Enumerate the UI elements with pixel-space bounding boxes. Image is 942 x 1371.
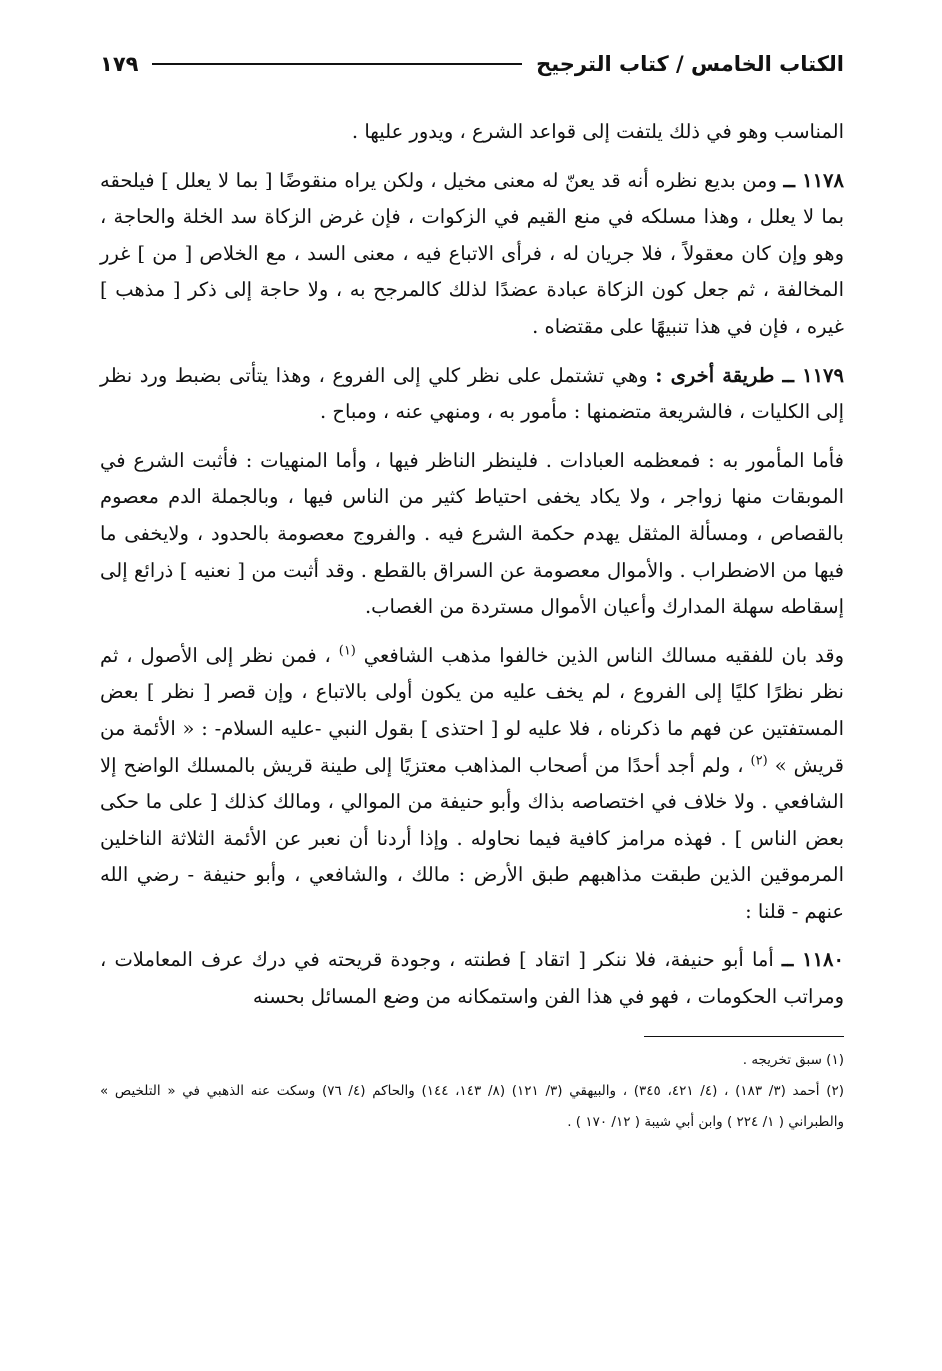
footnote-separator xyxy=(644,1036,844,1037)
paragraph-number: ١١٧٨ ــ xyxy=(783,168,844,192)
paragraph-1179 xyxy=(100,358,844,431)
paragraph-text: وهي تشتمل على نظر كلي إلى الفروع ، وهذا يتأتى بضبط ورد نظر إلى الكليات ، فالشريعة متضمنها : مأمور به ، ومنهي عنه ، ومباح . xyxy=(100,363,844,424)
paragraph-text: ومن بديع نظره أنه قد يعنّ له معنى مخيل ، ولكن يراه منقوضًا [ بما لا يعلل ] فيلحقه بما لا يعلل ، وهذا مسلكه في منع القيم في الزكوات ، فإن غرض الزكاة سد الخلة والحاجة ، وهو وإن كان معقولاً ، فلا جريان له ، فرأى الاتباع فيه ، معنى السد ، مع الخلاص [ من ] غرر المخالفة ، ثم جعل كون الزكاة عبادة عضدًا لذلك كالمرجح به ، ولا حاجة إلى ذكر [ مذهب ] غيره ، فإن في هذا تنبيهًا على مقتضاه . xyxy=(100,168,844,338)
footnote-ref-2[interactable]: (٢) xyxy=(750,753,768,768)
running-header xyxy=(100,40,844,88)
paragraph-1178 xyxy=(100,163,844,346)
paragraph-text: فأما المأمور به : فمعظمه العبادات . فلينظر الناظر فيها ، وأما المنهيات : فأثبت الشرع في الموبقات منها زواجر ، ولا يكاد يخفى احتياط كثير من الناس فيها ، وبالجملة الدم معصوم بالقصاص ، ومسألة المثقل يهدم حكمة الشرع فيه . والفروج معصومة بالحدود ، ولايخفى ما فيها من الاضطراب . والأموال معصومة عن السراق بالقطع . وقد أثبت من [ نعنيه ] ذرائع إلى إسقاطه سهلة المدارك وأعيان الأموال مستردة من الغصاب. xyxy=(100,448,844,619)
chapter-title: الكتاب الخامس / كتاب الترجيح xyxy=(536,52,844,76)
footnote-2: (٢) أحمد (٣/ ١٨٣) ، (٤/ ٤٢١، ٣٤٥) ، والبيهقي (٣/ ١٢١) (٨/ ١٤٣، ١٤٤) والحاكم (٤/ ٧٦) وسكت عنه الذهبي في « التلخيص » والطبراني ( ١/ ٢٢٤ ) وابن أبي شيبة ( ١٢/ ١٧٠ ) . xyxy=(100,1082,845,1130)
paragraph-text: أما أبو حنيفة، فلا ننكر [ اتقاد ] فطنته ، وجودة قريحته في درك عرف المعاملات ، ومراتب الحكومات ، فهو في هذا الفن واستمكانه من وضع المسائل بحسنه xyxy=(100,948,844,1009)
paragraph-1180 xyxy=(100,942,844,1015)
header-rule xyxy=(152,63,522,65)
footnote-ref-1[interactable]: (١) xyxy=(338,643,356,659)
paragraph-schools xyxy=(100,638,844,931)
page-number: ١٧٩ xyxy=(100,52,139,76)
paragraph-heading: ١١٧٩ ــ طريقة أخرى : xyxy=(655,363,844,387)
body-text xyxy=(100,114,844,1016)
book-page xyxy=(100,40,844,1340)
paragraph-text-cont2: ، ولم أجد أحدًا من أصحاب المذاهب معتزيًا إلى طينة قريش بالمسلك الواضح إلا الشافعي . ولا خلاف في اختصاصه بذاك وأبو حنيفة من الموالي ، ومالك كذلك [ على ما حكى بعض الناس ] . فهذه مرامز كافية فيما نحاوله . وإذا أردنا أن نعبر عن الأئمة الثلاثة الناخلين المرموقين الذين طبقت مذاهبهم طبق الأرض : مالك ، والشافعي ، وأبو حنيفة - رضي الله عنهم - قلنا : xyxy=(100,753,844,923)
footnote-1: (١) سبق تخريجه . xyxy=(742,1051,844,1068)
paragraph-text: المناسب وهو في ذلك يلتفت إلى قواعد الشرع ، ويدور عليها . xyxy=(351,120,844,143)
paragraph-commands xyxy=(100,443,844,626)
paragraph-number: ١١٨٠ ــ xyxy=(781,948,844,972)
paragraph-text-cont: ، فمن نظر إلى الأصول ، ثم نظر نظرًا كليًا إلى الفروع ، لم يخف عليه من يكون أولى بالاتباع ، وإن قصر [ نظر ] بعض المستفتين عن فهم ما ذكرناه ، فلا عليه لو [ احتذى ] بقول النبي -عليه السلام- : « الأئمة من قريش » xyxy=(100,643,845,777)
paragraph-1 xyxy=(100,114,844,151)
footnotes xyxy=(100,1045,844,1138)
paragraph-text: وقد بان للفقيه مسالك الناس الذين خالفوا مذهب الشافعي xyxy=(363,643,845,667)
